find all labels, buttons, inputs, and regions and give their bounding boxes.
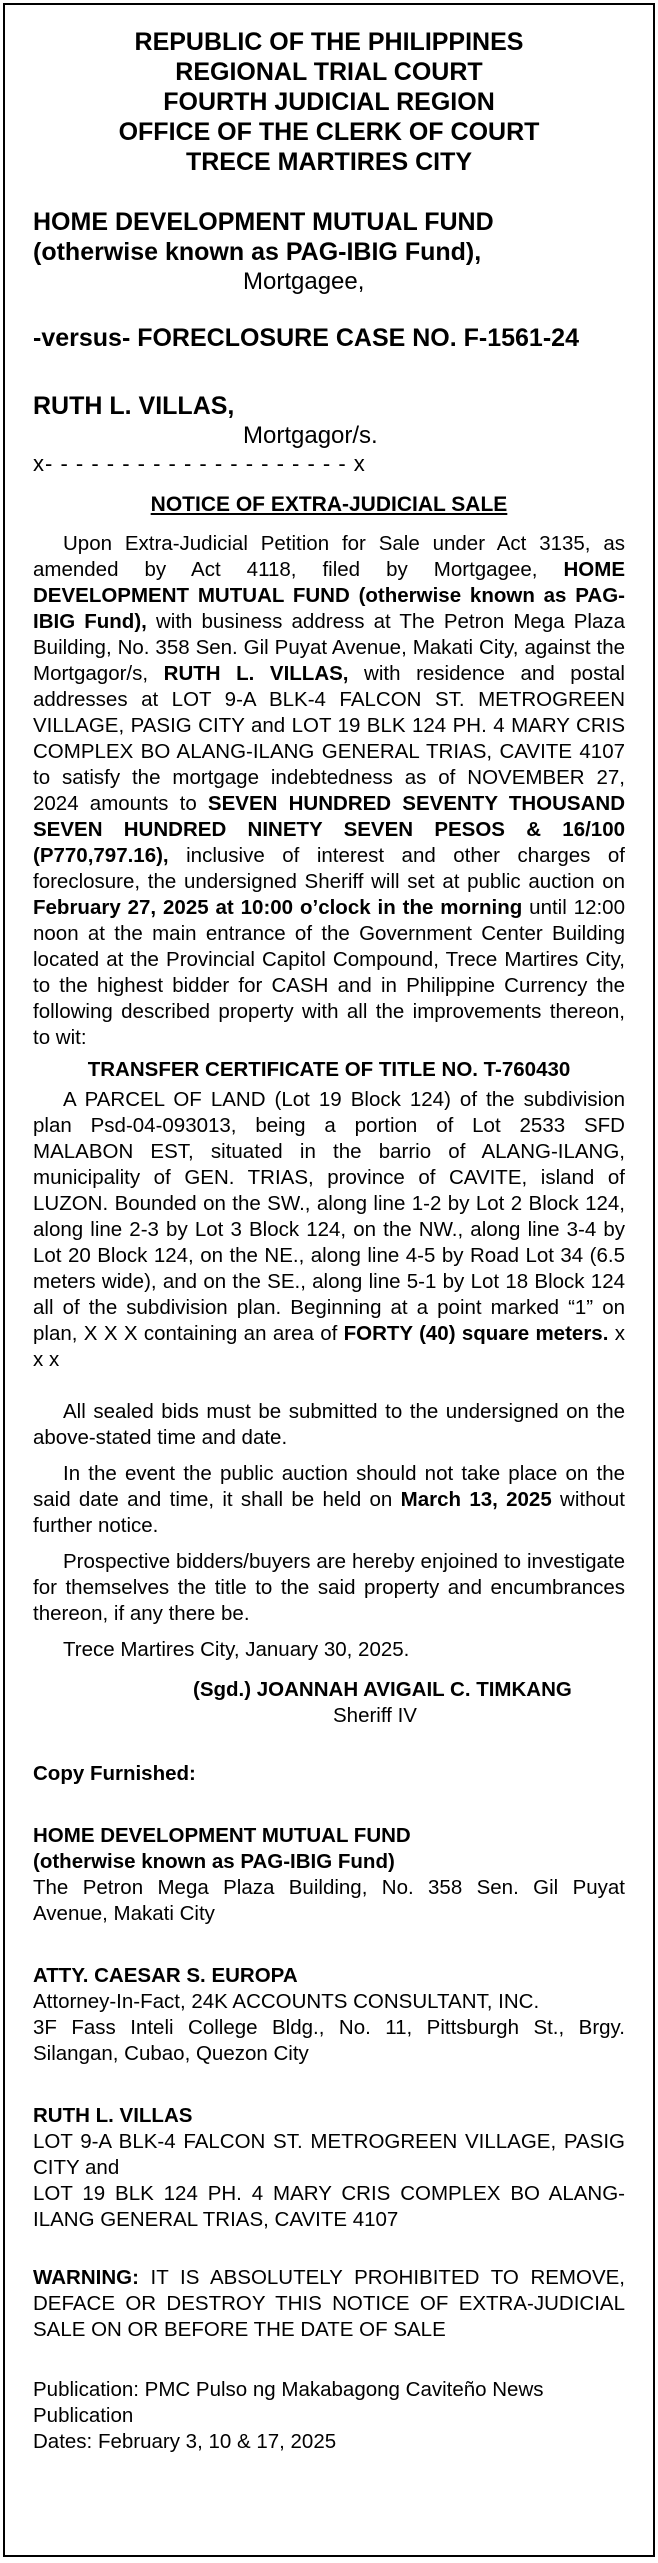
header-city: TRECE MARTIRES CITY <box>185 148 473 176</box>
paragraph-petition <box>33 531 625 1051</box>
text-span: x x x <box>33 1322 625 1371</box>
sheriff-signature: (Sgd.) JOANNAH AVIGAIL C. TIMKANG <box>193 1678 572 1701</box>
recipient-address: 3F Fass Inteli College Bldg., No. 11, Pittsburgh St., Brgy. Silangan, Cubao, Quezon City <box>33 2016 625 2065</box>
text-span: with residence and postal addresses at LOT 9-A BLK-4 FALCON ST. METROGREEN VILLAGE, PASIG CITY and LOT 19 BLK 124 PH. 4 MARY CRIS COMPLEX BO ALANG-ILANG GENERAL TRIAS, CAVITE 4107 to satisfy the mortgage indebtedness as of NOVEMBER 27, 2024 amounts to <box>33 662 625 815</box>
header-republic: REPUBLIC OF THE PHILIPPINES <box>134 28 524 56</box>
reschedule-date: March 13, 2025 <box>400 1488 552 1511</box>
recipient-mortgagor <box>33 2103 625 2233</box>
header-region: FOURTH JUDICIAL REGION <box>163 88 495 116</box>
sheriff-title: Sheriff IV <box>333 1704 417 1727</box>
recipient-address: LOT 19 BLK 124 PH. 4 MARY CRIS COMPLEX BO ALANG-ILANG GENERAL TRIAS, CAVITE 4107 <box>33 2182 625 2231</box>
paragraph-bids: All sealed bids must be submitted to the undersigned on the above-stated time and date. <box>33 1400 625 1449</box>
warning-notice <box>33 2265 625 2343</box>
recipient-name: (otherwise known as PAG-IBIG Fund) <box>33 1850 395 1873</box>
warning-text: IT IS ABSOLUTELY PROHIBITED TO REMOVE, DEFACE OR DESTROY THIS NOTICE OF EXTRA-JUDICIAL SALE ON OR BEFORE THE DATE OF SALE <box>33 2266 625 2341</box>
caption-divider: x- - - - - - - - - - - - - - - - - - - - x <box>33 451 366 476</box>
mortgagee-name: HOME DEVELOPMENT MUTUAL FUND (otherwise known as PAG-IBIG Fund), <box>33 558 625 633</box>
paragraph-property <box>33 1087 625 1373</box>
recipient-address: The Petron Mega Plaza Building, No. 358 Sen. Gil Puyat Avenue, Makati City <box>33 1876 625 1925</box>
mortgagor-name: RUTH L. VILLAS, <box>163 662 349 685</box>
text-span: without further notice. <box>33 1488 625 1537</box>
lot-area: FORTY (40) square meters. <box>343 1322 609 1345</box>
amount-due: SEVEN HUNDRED SEVENTY THOUSAND SEVEN HUNDRED NINETY SEVEN PESOS & 16/100 (P770,797.16), <box>33 792 625 867</box>
plaintiff-line-2: (otherwise known as PAG-IBIG Fund), <box>33 238 482 266</box>
publication-name: Publication: PMC Pulso ng Makabagong Caviteño News Publication <box>33 2378 544 2427</box>
text-span: A PARCEL OF LAND (Lot 19 Block 124) of the subdivision plan Psd-04-093013, being a portion of Lot 2533 SFD MALABON EST, situated in the barrio of ALANG-ILANG, municipality of GEN. TRIAS, province of CAVITE, island of LUZON. Bounded on the SW., along line 1-2 by Lot 2 Block 124, along line 2-3 by Lot 3 Block 124, on the NW., along line 3-4 by Lot 20 Block 124, on the NE., along line 4-5 by Road Lot 34 (6.5 meters wide), and on the SE., along line 5-1 by Lot 18 Block 124 all of the subdivision plan. Beginning at a point marked “1” on plan, X X X containing an area of <box>33 1088 625 1345</box>
recipient-attorney <box>33 1963 625 2067</box>
recipient-name: ATTY. CAESAR S. EUROPA <box>33 1964 298 1987</box>
auction-date: February 27, 2025 at 10:00 o’clock in the morning <box>33 896 523 919</box>
title-number: TRANSFER CERTIFICATE OF TITLE NO. T-760430 <box>87 1058 571 1081</box>
defendant-role: Mortgagor/s. <box>243 422 378 449</box>
court-header <box>33 27 625 177</box>
recipient-name: RUTH L. VILLAS <box>33 2104 193 2127</box>
plaintiff-role: Mortgagee, <box>243 268 365 295</box>
warning-label: WARNING: <box>33 2266 139 2289</box>
text-span: Upon Extra-Judicial Petition for Sale under Act 3135, as amended by Act 4118, filed by Mortgagee, <box>33 532 625 581</box>
text-span: inclusive of interest and other charges of foreclosure, the undersigned Sheriff will set at public auction on <box>33 844 625 893</box>
publication-info <box>33 2377 625 2455</box>
text-span: In the event the public auction should not take place on the said date and time, it shall be held on <box>33 1462 625 1511</box>
recipient-address: Attorney-In-Fact, 24K ACCOUNTS CONSULTANT, INC. <box>33 1990 540 2013</box>
case-number: -versus- FORECLOSURE CASE NO. F-1561-24 <box>33 324 579 352</box>
defendant-name: RUTH L. VILLAS, <box>33 392 235 420</box>
plaintiff-name <box>33 207 625 267</box>
paragraph-bidders: Prospective bidders/buyers are hereby enjoined to investigate for themselves the title to the said property and encumbrances thereon, if any there be. <box>33 1550 625 1625</box>
copy-furnished-label: Copy Furnished: <box>33 1762 196 1785</box>
header-office: OFFICE OF THE CLERK OF COURT <box>118 118 540 146</box>
recipient-pagibig <box>33 1823 625 1927</box>
paragraph-reschedule <box>33 1461 625 1539</box>
place-date: Trece Martires City, January 30, 2025. <box>63 1638 410 1661</box>
notice-page <box>3 3 655 2557</box>
text-span: with business address at The Petron Mega Plaza Building, No. 358 Sen. Gil Puyat Avenue, Makati City, against the Mortgagor/s, <box>33 610 625 685</box>
plaintiff-line-1: HOME DEVELOPMENT MUTUAL FUND <box>33 208 494 236</box>
notice-title: NOTICE OF EXTRA-JUDICIAL SALE <box>150 493 508 516</box>
header-court: REGIONAL TRIAL COURT <box>175 58 483 86</box>
publication-dates: Dates: February 3, 10 & 17, 2025 <box>33 2430 337 2453</box>
recipient-address: LOT 9-A BLK-4 FALCON ST. METROGREEN VILLAGE, PASIG CITY and <box>33 2130 625 2179</box>
text-span: until 12:00 noon at the main entrance of the Government Center Building located at the Provincial Capitol Compound, Trece Martires City, to the highest bidder for CASH and in Philippine Currency the following described property with all the improvements thereon, to wit: <box>33 896 625 1049</box>
recipient-name: HOME DEVELOPMENT MUTUAL FUND <box>33 1824 411 1847</box>
